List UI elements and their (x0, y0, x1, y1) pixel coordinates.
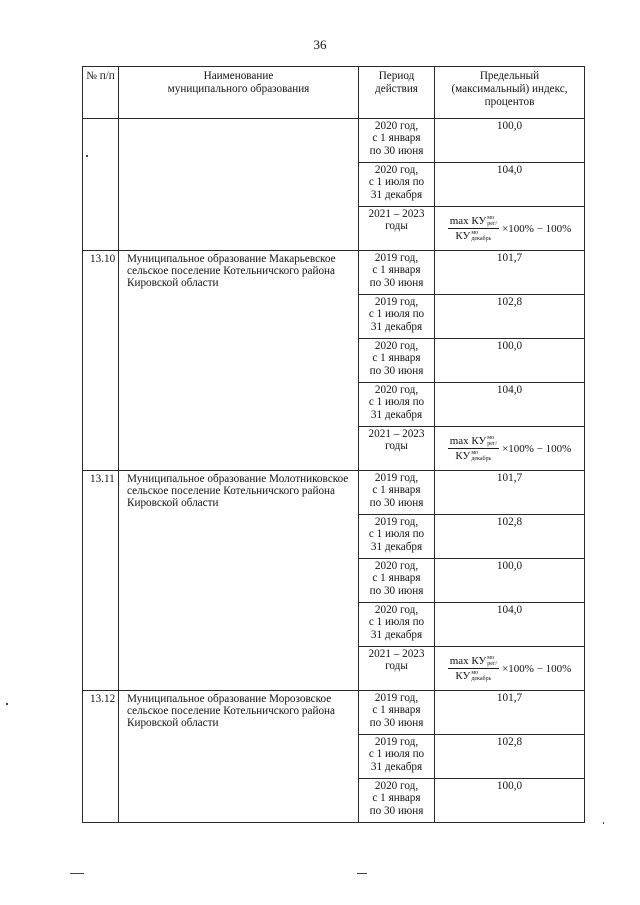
index-value: 101,7 (435, 691, 585, 735)
period-line: 2020 год, (374, 384, 419, 396)
index-value: 101,7 (435, 471, 585, 515)
period-cell (359, 295, 435, 339)
period-line: с 1 января (372, 704, 421, 717)
index-value: 102,8 (435, 295, 585, 339)
formula-numerator (448, 215, 499, 229)
period-line: 31 декабря (370, 320, 423, 333)
index-value: 100,0 (435, 339, 585, 383)
index-value: 100,0 (435, 559, 585, 603)
header-index-line: (максимальный) индекс, (451, 83, 568, 95)
period-line: с 1 июля по (368, 176, 425, 189)
period-line: с 1 января (372, 132, 421, 145)
period-line: с 1 июля по (368, 528, 425, 541)
period-line: 31 декабря (370, 760, 423, 773)
index-value: 102,8 (435, 515, 585, 559)
row-num-cell (83, 119, 119, 251)
municipality-name: Муниципальное образование Молотниковское сельское поселение Котельничского района Кировской области (119, 471, 359, 691)
period-line: с 1 июля по (368, 748, 425, 761)
formula-sup: мо (487, 435, 495, 441)
period-line: с 1 июля по (368, 396, 425, 409)
period-line: 2021 – 2023 (368, 428, 425, 440)
row-num: 13.12 (83, 691, 119, 823)
period-cell (359, 251, 435, 295)
period-cell (359, 207, 435, 251)
period-line: по 30 июня (369, 276, 424, 289)
period-line: с 1 января (372, 352, 421, 365)
period-cell (359, 471, 435, 515)
header-name (119, 67, 359, 119)
index-value: 100,0 (435, 779, 585, 823)
formula-indices (471, 230, 491, 242)
header-num (83, 67, 119, 119)
index-formula (437, 435, 582, 463)
index-value: 104,0 (435, 603, 585, 647)
period-line: с 1 января (372, 572, 421, 585)
period-line: 2020 год, (374, 780, 419, 792)
period-line: годы (385, 440, 408, 453)
table-row (83, 251, 585, 295)
formula-indices (487, 655, 497, 667)
period-line: годы (385, 660, 408, 673)
formula-tail: ×100% − 100% (502, 222, 572, 235)
period-line: по 30 июня (369, 804, 424, 817)
formula-cell (435, 207, 585, 251)
formula-indices (487, 215, 497, 227)
period-line: 2019 год, (374, 516, 419, 528)
period-line: по 30 июня (369, 364, 424, 377)
period-line: по 30 июня (369, 716, 424, 729)
scan-speck (70, 873, 84, 874)
period-line: с 1 июля по (368, 308, 425, 321)
period-cell (359, 427, 435, 471)
formula-numerator (448, 655, 499, 669)
period-line: по 30 июня (369, 496, 424, 509)
formula-cell (435, 647, 585, 691)
period-cell (359, 515, 435, 559)
index-value: 104,0 (435, 163, 585, 207)
period-line: 31 декабря (370, 628, 423, 641)
period-line: 2020 год, (374, 604, 419, 616)
formula-sub: декабрь (471, 676, 492, 683)
period-line: по 30 июня (369, 584, 424, 597)
municipality-name: Муниципальное образование Макарьевское сельское поселение Котельничского района Кировской области (119, 251, 359, 471)
period-line: 31 декабря (370, 188, 423, 201)
index-value: 102,8 (435, 735, 585, 779)
formula-fraction (448, 215, 499, 243)
formula-sup: мо (471, 230, 479, 237)
scan-speck (357, 873, 367, 874)
formula-cell (435, 427, 585, 471)
row-num: 13.11 (83, 471, 119, 691)
header-name-line: Наименование (203, 70, 274, 82)
formula-denominator (453, 449, 493, 462)
header-index (435, 67, 585, 119)
formula-fraction (448, 435, 499, 463)
municipality-name: Муниципальное образование Морозовское сельское поселение Котельничского района Кировской области (119, 691, 359, 823)
formula-denominator-text: КУ (455, 670, 471, 682)
period-cell (359, 383, 435, 427)
period-cell (359, 735, 435, 779)
formula-numerator-text: max КУ (449, 214, 487, 227)
table-row (83, 119, 585, 163)
period-line: с 1 января (372, 484, 421, 497)
formula-indices (471, 450, 491, 462)
period-line: годы (385, 220, 408, 233)
period-cell (359, 119, 435, 163)
period-cell (359, 559, 435, 603)
formula-tail: ×100% − 100% (502, 442, 572, 455)
period-line: 2020 год, (374, 340, 419, 352)
formula-sub: декабрь (471, 456, 492, 463)
formula-denominator-text: КУ (455, 450, 471, 462)
formula-sub: рег/ (487, 661, 498, 667)
row-name-cell (119, 119, 359, 251)
index-value: 104,0 (435, 383, 585, 427)
index-value: 100,0 (435, 119, 585, 163)
period-line: 2019 год, (374, 296, 419, 308)
scan-speck (86, 155, 88, 157)
row-num: 13.10 (83, 251, 119, 471)
period-line: 2020 год, (374, 120, 419, 132)
formula-numerator (448, 435, 499, 449)
period-line: 2020 год, (374, 164, 419, 176)
formula-numerator-text: max КУ (449, 654, 487, 667)
index-formula (437, 215, 582, 243)
header-index-line: Предельный (479, 70, 540, 82)
period-cell (359, 691, 435, 735)
period-cell (359, 339, 435, 383)
index-formula (437, 655, 582, 683)
period-line: 2019 год, (374, 252, 419, 264)
header-period-line: действия (375, 83, 418, 95)
period-cell (359, 603, 435, 647)
scan-speck (6, 703, 8, 705)
formula-denominator-text: КУ (455, 230, 471, 242)
tariff-index-table (82, 66, 585, 823)
period-line: 2020 год, (374, 560, 419, 572)
period-cell (359, 163, 435, 207)
header-name-line: муниципального образования (167, 83, 310, 95)
table-header-row (83, 67, 585, 119)
page-number: 36 (313, 37, 327, 52)
period-line: 31 декабря (370, 540, 423, 553)
period-line: 2019 год, (374, 472, 419, 484)
period-cell (359, 779, 435, 823)
formula-indices (471, 670, 491, 682)
period-line: 2021 – 2023 (368, 208, 425, 220)
formula-sub: рег/ (487, 221, 498, 227)
table-row (83, 471, 585, 515)
formula-sup: мо (487, 215, 495, 221)
period-line: 2019 год, (374, 692, 419, 704)
formula-sub: рег/ (487, 441, 498, 447)
period-line: с 1 января (372, 792, 421, 805)
index-value: 101,7 (435, 251, 585, 295)
formula-indices (487, 435, 497, 447)
formula-denominator (453, 669, 493, 682)
header-num-label: № п/п (86, 70, 115, 82)
formula-fraction (448, 655, 499, 683)
formula-sup: мо (471, 450, 479, 457)
period-cell (359, 647, 435, 691)
formula-numerator-text: max КУ (449, 434, 487, 447)
header-period-line: Период (378, 70, 415, 82)
header-index-line: процентов (484, 96, 535, 108)
period-line: с 1 января (372, 264, 421, 277)
formula-denominator (453, 229, 493, 242)
period-line: с 1 июля по (368, 616, 425, 629)
formula-tail: ×100% − 100% (502, 662, 572, 675)
period-line: 2019 год, (374, 736, 419, 748)
period-line: 2021 – 2023 (368, 648, 425, 660)
formula-sub: декабрь (471, 236, 492, 243)
scan-speck (603, 822, 604, 824)
formula-sup: мо (487, 655, 495, 661)
table-row (83, 691, 585, 735)
period-line: по 30 июня (369, 144, 424, 157)
period-line: 31 декабря (370, 408, 423, 421)
header-period (359, 67, 435, 119)
formula-sup: мо (471, 670, 479, 677)
